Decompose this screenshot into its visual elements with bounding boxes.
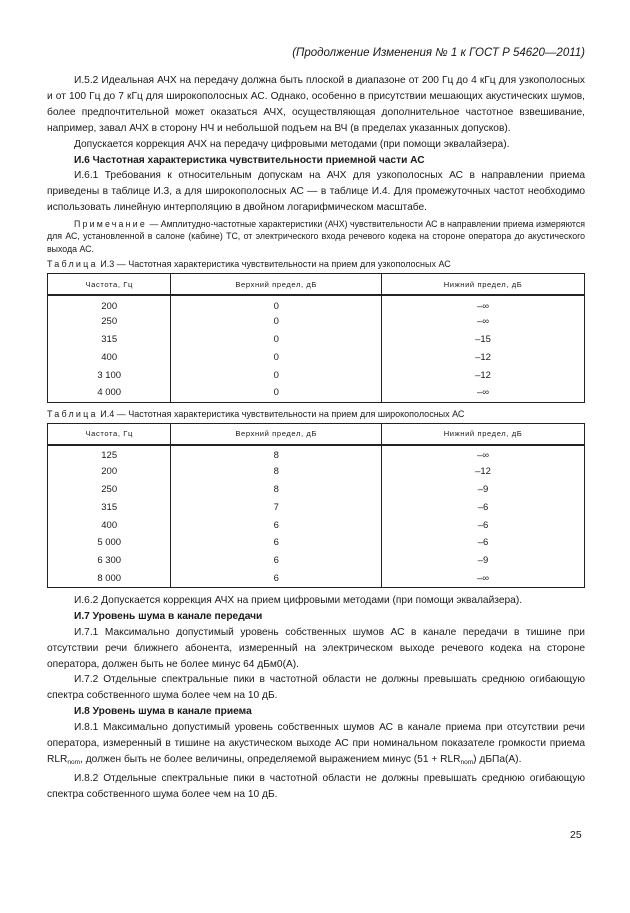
column-header-lower-limit: Нижний предел, дБ — [382, 423, 585, 445]
table-header-row — [48, 423, 585, 445]
cell-frequency: 400 — [48, 516, 171, 534]
table-3 — [47, 273, 585, 403]
cell-frequency: 250 — [48, 313, 171, 331]
cell-lower: –∞ — [382, 384, 585, 402]
table-row — [48, 463, 585, 481]
cell-upper: 0 — [171, 295, 382, 313]
cell-frequency: 315 — [48, 331, 171, 349]
table-row — [48, 445, 585, 463]
cell-lower: –12 — [382, 349, 585, 367]
table-row — [48, 570, 585, 588]
column-header-frequency: Частота, Гц — [48, 273, 171, 295]
paragraph-7-1: И.7.1 Максимально допустимый уровень собственных шумов АС в канале передачи в тишине при отсутствии речи ближнего абонента, измеренный на электрическом выходе речевого кодека на стороне оператора, должен быть не более минус 64 дБм0(А). — [47, 626, 585, 670]
cell-lower: –15 — [382, 331, 585, 349]
table-row — [48, 366, 585, 384]
subscript-nom: nom — [67, 758, 81, 766]
cell-frequency: 4 000 — [48, 384, 171, 402]
cell-frequency: 250 — [48, 481, 171, 499]
table-3-body — [48, 295, 585, 402]
cell-frequency: 200 — [48, 463, 171, 481]
cell-lower: –9 — [382, 481, 585, 499]
table-header-row — [48, 273, 585, 295]
cell-lower: –6 — [382, 534, 585, 552]
cell-lower: –6 — [382, 516, 585, 534]
cell-upper: 0 — [171, 349, 382, 367]
table-3-label: Таблица — [47, 258, 98, 269]
cell-frequency: 5 000 — [48, 534, 171, 552]
section-heading-7: И.7 Уровень шума в канале передачи — [74, 610, 263, 622]
cell-lower: –∞ — [382, 445, 585, 463]
table-3-title: И.3 — Частотная характеристика чувствительности на прием для узкополосных АС — [100, 258, 451, 269]
cell-upper: 7 — [171, 498, 382, 516]
table-row — [48, 384, 585, 402]
table-row — [48, 295, 585, 313]
page-number: 25 — [570, 829, 582, 841]
paragraph-8-2: И.8.2 Отдельные спектральные пики в частотной области не должны превышать среднюю огибающую спектра собственного шума более чем на 10 дБ. — [47, 772, 585, 800]
cell-upper: 0 — [171, 366, 382, 384]
cell-frequency: 125 — [48, 445, 171, 463]
page-content — [47, 73, 585, 803]
paragraph-8-1-part-a: И.8.1 Максимально допустимый уровень собственных шумов АС в канале приема при отсутствии речи оператора, измеренный в тишине на акустическом выходе АС при номинальном показателе громкости приема RLR — [47, 722, 585, 765]
paragraph-5-2: И.5.2 Идеальная АЧХ на передачу должна быть плоской в диапазоне от 200 Гц до 4 кГц для узкополосных и от 100 Гц до 7 кГц для широкополосных АС. Однако, особенно в присутствии мешающих акустических шумов, более предпочтительной может оказаться АЧХ, осуществляющая дополнительное частотное взвешивание, например, завал АЧХ в сторону НЧ и небольшой подъем на ВЧ (в пределах указанных допусков). — [47, 75, 585, 134]
cell-upper: 6 — [171, 516, 382, 534]
table-row — [48, 498, 585, 516]
cell-lower: –∞ — [382, 570, 585, 588]
cell-lower: –∞ — [382, 313, 585, 331]
cell-frequency: 6 300 — [48, 552, 171, 570]
cell-frequency: 200 — [48, 295, 171, 313]
cell-upper: 0 — [171, 313, 382, 331]
table-row — [48, 331, 585, 349]
note — [47, 218, 585, 255]
table-4 — [47, 423, 585, 588]
cell-frequency: 8 000 — [48, 570, 171, 588]
paragraph-7-2: И.7.2 Отдельные спектральные пики в частотной области не должны превышать среднюю огибающую спектра собственного шума более чем на 10 дБ. — [47, 674, 585, 702]
column-header-frequency: Частота, Гц — [48, 423, 171, 445]
cell-upper: 6 — [171, 534, 382, 552]
cell-lower: –6 — [382, 498, 585, 516]
paragraph-5-2-correction: Допускается коррекция АЧХ на передачу цифровыми методами (при помощи эквалайзера). — [74, 138, 510, 150]
cell-frequency: 400 — [48, 349, 171, 367]
paragraph-8-1-part-b: , должен быть не более величины, определяемой выражением минус (51 + RLR — [80, 753, 461, 765]
table-4-body — [48, 445, 585, 587]
column-header-upper-limit: Верхний предел, дБ — [171, 423, 382, 445]
cell-upper: 6 — [171, 552, 382, 570]
paragraph-6-1: И.6.1 Требования к относительным допускам на АЧХ для узкополосных АС в направлении приема приведены в таблице И.3, а для широкополосных АС — в таблице И.4. Для промежуточных частот необходимо использовать линейную интерполяцию в двойном логарифмическом масштабе. — [47, 170, 585, 214]
cell-upper: 8 — [171, 481, 382, 499]
table-3-caption — [47, 258, 585, 271]
page-header: (Продолжение Изменения № 1 к ГОСТ Р 54620—2011) — [292, 47, 585, 59]
cell-upper: 0 — [171, 331, 382, 349]
note-text: — Амплитудно-частотные характеристики (АЧХ) чувствительности АС в направлении приема измеряются для АС, установленной в салоне (кабине) ТС, от электрического входа речевого кодека на стороне оператора до акустического выхода АС. — [47, 219, 585, 254]
column-header-upper-limit: Верхний предел, дБ — [171, 273, 382, 295]
table-row — [48, 552, 585, 570]
cell-upper: 6 — [171, 570, 382, 588]
paragraph-6-2: И.6.2 Допускается коррекция АЧХ на прием цифровыми методами (при помощи эквалайзера). — [74, 594, 523, 606]
cell-frequency: 315 — [48, 498, 171, 516]
note-label: Примечание — [74, 219, 147, 230]
paragraph-8-1-part-c: ) дБПа(А). — [473, 753, 522, 765]
cell-frequency: 3 100 — [48, 366, 171, 384]
table-row — [48, 313, 585, 331]
cell-lower: –9 — [382, 552, 585, 570]
table-4-caption — [47, 408, 585, 421]
subscript-nom: nom — [460, 758, 474, 766]
paragraph-8-1 — [47, 720, 585, 771]
table-row — [48, 534, 585, 552]
cell-lower: –∞ — [382, 295, 585, 313]
column-header-lower-limit: Нижний предел, дБ — [382, 273, 585, 295]
table-4-title: И.4 — Частотная характеристика чувствительности на прием для широкополосных АС — [100, 408, 465, 419]
section-heading-6: И.6 Частотная характеристика чувствительности приемной части АС — [74, 154, 425, 166]
table-row — [48, 516, 585, 534]
section-heading-8: И.8 Уровень шума в канале приема — [74, 706, 252, 718]
cell-upper: 0 — [171, 384, 382, 402]
cell-lower: –12 — [382, 366, 585, 384]
cell-upper: 8 — [171, 463, 382, 481]
table-row — [48, 349, 585, 367]
table-4-label: Таблица — [47, 408, 98, 419]
table-row — [48, 481, 585, 499]
cell-lower: –12 — [382, 463, 585, 481]
cell-upper: 8 — [171, 445, 382, 463]
